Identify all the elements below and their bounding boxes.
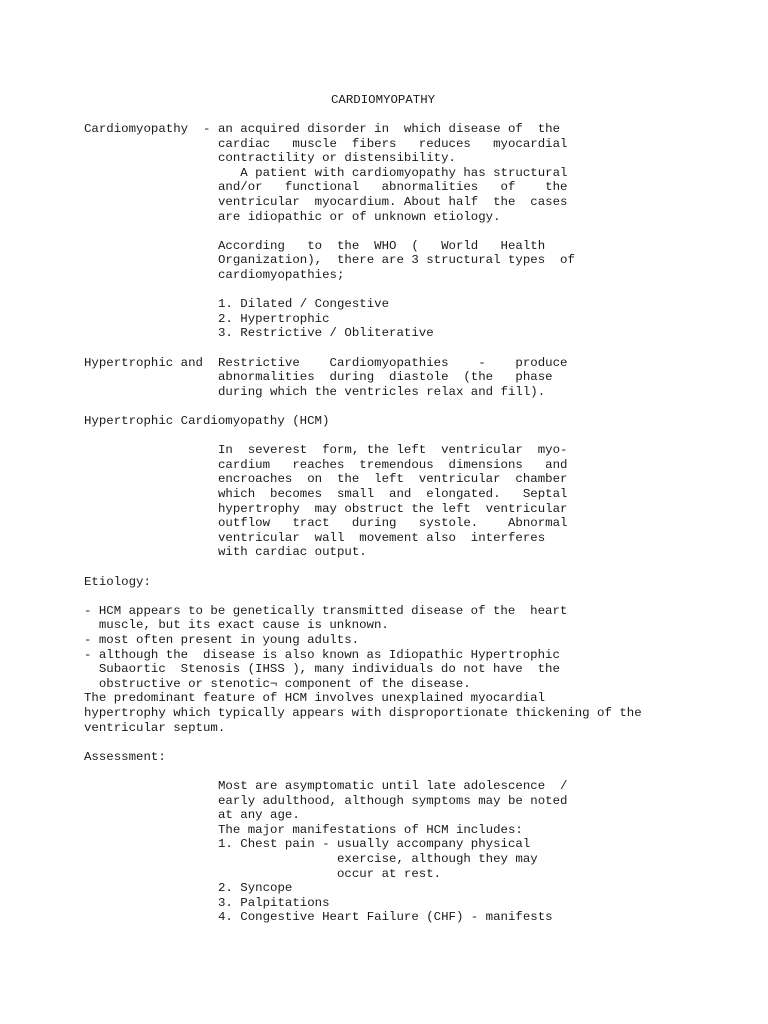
- section-term: Hypertrophic and: [84, 355, 203, 370]
- assessment-line: 1. Chest pain - usually accompany physical: [218, 837, 531, 852]
- definition-line: cardiac muscle fibers reduces myocardial: [218, 136, 568, 151]
- paragraph-line: and/or functional abnormalities of the: [218, 180, 568, 195]
- paragraph-line: cardiomyopathies;: [218, 268, 345, 282]
- etiology-line: - although the disease is also known as Idiopathic Hypertrophic: [84, 647, 560, 662]
- definition-line: contractility or distensibility.: [218, 151, 456, 166]
- etiology-line: - most often present in young adults.: [84, 633, 360, 647]
- paragraph-line: which becomes small and elongated. Septal: [218, 487, 568, 501]
- paragraph-line: In severest form, the left ventricular myo-: [218, 443, 568, 458]
- list-item: 1. Dilated / Congestive: [218, 297, 390, 312]
- paragraph-line: are idiopathic or of unknown etiology.: [218, 209, 501, 224]
- paragraph-line: with cardiac output.: [218, 545, 367, 560]
- paragraph-line: ventricular myocardium. About half the cases: [218, 195, 568, 209]
- assessment-line: 3. Palpitations: [218, 895, 330, 910]
- assessment-line: 2. Syncope: [218, 881, 293, 896]
- assessment-line: Most are asymptomatic until late adolescence /: [218, 779, 568, 793]
- etiology-line: obstructive or stenotic¬ component of the disease.: [84, 676, 471, 691]
- etiology-line: ventricular septum.: [84, 720, 226, 735]
- assessment-line: occur at rest.: [218, 866, 442, 881]
- assessment-line: exercise, although they may: [218, 852, 538, 866]
- assessment-line: The major manifestations of HCM includes:: [218, 822, 523, 837]
- paragraph-line: Restrictive Cardiomyopathies - produce: [218, 355, 568, 370]
- etiology-line: muscle, but its exact cause is unknown.: [84, 618, 389, 633]
- section-heading: Etiology:: [84, 574, 151, 589]
- paragraph-line: outflow tract during systole. Abnormal: [218, 516, 568, 531]
- page-title: CARDIOMYOPATHY: [331, 93, 436, 107]
- assessment-line: at any age.: [218, 808, 300, 823]
- paragraph-line: abnormalities during diastole (the phase: [218, 370, 553, 385]
- assessment-line: 4. Congestive Heart Failure (CHF) - manifests: [218, 910, 553, 925]
- paragraph-line: According to the WHO ( World Health: [218, 238, 546, 253]
- etiology-line: The predominant feature of HCM involves unexplained myocardial: [84, 691, 546, 706]
- paragraph-line: Organization), there are 3 structural types of: [218, 253, 575, 268]
- etiology-line: hypertrophy which typically appears with disproportionate thickening of the: [84, 706, 642, 720]
- paragraph-line: ventricular wall movement also interferes: [218, 530, 546, 545]
- paragraph-line: A patient with cardiomyopathy has structural: [218, 165, 568, 180]
- assessment-line: early adulthood, although symptoms may be noted: [218, 793, 568, 808]
- etiology-line: Subaortic Stenosis (IHSS ), many individuals do not have the: [84, 662, 560, 677]
- paragraph-line: during which the ventricles relax and fill).: [218, 384, 546, 399]
- paragraph-line: cardium reaches tremendous dimensions and: [218, 457, 568, 472]
- etiology-line: - HCM appears to be genetically transmitted disease of the heart: [84, 603, 568, 618]
- paragraph-line: hypertrophy may obstruct the left ventricular: [218, 501, 568, 516]
- list-item: 3. Restrictive / Obliterative: [218, 326, 434, 341]
- section-heading: Assessment:: [84, 749, 166, 764]
- definition-line: an acquired disorder in which disease of the: [218, 122, 561, 136]
- paragraph-line: encroaches on the left ventricular chamber: [218, 472, 568, 487]
- list-item: 2. Hypertrophic: [218, 311, 330, 326]
- definition-term: Cardiomyopathy -: [84, 122, 211, 136]
- section-heading: Hypertrophic Cardiomyopathy (HCM): [84, 414, 330, 428]
